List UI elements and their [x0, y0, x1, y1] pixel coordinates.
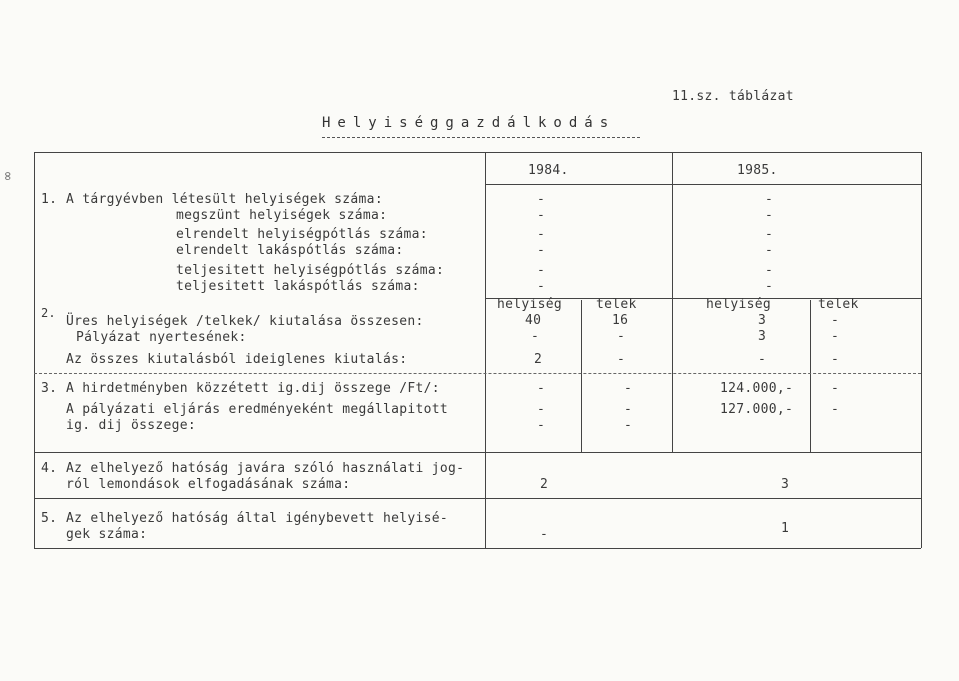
s2-r2-t1984: -: [617, 329, 626, 344]
column-divider-label: [485, 152, 486, 548]
s3-r3-h1984: -: [537, 418, 546, 433]
table-right-border: [921, 152, 922, 548]
s2-r3-h1985: -: [758, 352, 767, 367]
year-header-rule: [486, 184, 921, 185]
section4-line-2: ról lemondások elfogadásának száma:: [66, 477, 351, 492]
table-top-border: [34, 152, 921, 153]
section4-rule: [34, 498, 921, 499]
section2-line-3: Az összes kiutalásból ideiglenes kiutalás:: [66, 352, 408, 367]
s5-1984-value: -: [540, 527, 549, 542]
s4-1984-value: 2: [540, 477, 549, 492]
section2-rule: [34, 373, 921, 374]
table-bottom-border: [34, 548, 921, 549]
section1-number: 1.: [41, 192, 58, 207]
s3-r2-h1984: -: [537, 402, 546, 417]
s3-r1-t1985: -: [831, 381, 840, 396]
s3-r3-t1984: -: [624, 418, 633, 433]
section3-rule: [34, 452, 921, 453]
table-reference: 11.sz. táblázat: [672, 89, 794, 104]
title-underline: [322, 137, 640, 138]
s1-1985-value-1: -: [765, 192, 774, 207]
s2-r1-h1985: 3: [758, 313, 767, 328]
s3-r1-h1985: 124.000,-: [720, 381, 794, 396]
page-title: Helyiséggazdálkodás: [322, 115, 616, 131]
section4-line-1: Az elhelyező hatóság javára szóló használati jog-: [66, 461, 465, 476]
section2-line-2: Pályázat nyertesének:: [76, 330, 247, 345]
s2-r2-h1984: -: [531, 329, 540, 344]
s2-r3-t1984: -: [617, 352, 626, 367]
s3-r2-t1985: -: [831, 402, 840, 417]
section1-line-6: teljesitett lakáspótlás száma:: [176, 279, 420, 294]
section5-line-1: Az elhelyező hatóság által igénybevett helyisé-: [66, 511, 448, 526]
s1-1985-value-6: -: [765, 279, 774, 294]
s1-1984-value-3: -: [537, 227, 546, 242]
s2-r3-t1985: -: [831, 352, 840, 367]
s1-1985-value-2: -: [765, 208, 774, 223]
margin-mark: ∞: [0, 171, 17, 181]
section3-line-1: A hirdetményben közzétett ig.dij összege /Ft/:: [66, 381, 440, 396]
s4-1985-value: 3: [781, 477, 790, 492]
s1-1984-value-2: -: [537, 208, 546, 223]
s2-r1-t1984: 16: [612, 313, 629, 328]
col-helyiseg-1984: helyiség: [497, 297, 563, 312]
s3-r2-h1985: 127.000,-: [720, 402, 794, 417]
section3-line-3: ig. dij összege:: [66, 418, 197, 433]
section1-line-2: megszünt helyiségek száma:: [176, 208, 388, 223]
section5-line-2: gek száma:: [66, 527, 148, 542]
col-telek-1985: telek: [818, 297, 859, 312]
table-left-border: [34, 152, 35, 548]
section3-number: 3.: [41, 381, 58, 396]
s1-1985-value-5: -: [765, 263, 774, 278]
year-1985-header: 1985.: [737, 163, 778, 178]
s1-1984-value-1: -: [537, 192, 546, 207]
section2-number: 2.: [41, 306, 56, 320]
s1-1984-value-4: -: [537, 243, 546, 258]
section2-line-1: Üres helyiségek /telkek/ kiutalása összesen:: [66, 314, 424, 329]
section3-line-2: A pályázati eljárás eredményeként megállapitott: [66, 402, 448, 417]
column-divider-years: [672, 152, 673, 452]
s2-r1-t1985: -: [831, 313, 840, 328]
section5-number: 5.: [41, 511, 58, 526]
s3-r1-t1984: -: [624, 381, 633, 396]
s1-1985-value-4: -: [765, 243, 774, 258]
s2-r1-h1984: 40: [525, 313, 542, 328]
s2-r3-h1984: 2: [534, 352, 543, 367]
col-telek-1984: telek: [596, 297, 637, 312]
s3-r2-t1984: -: [624, 402, 633, 417]
s5-1985-value: 1: [781, 521, 790, 536]
s1-1984-value-5: -: [537, 263, 546, 278]
column-divider-1984-telek: [581, 300, 582, 452]
col-helyiseg-1985: helyiség: [706, 297, 772, 312]
s1-1984-value-6: -: [537, 279, 546, 294]
section4-number: 4.: [41, 461, 58, 476]
section1-line-4: elrendelt lakáspótlás száma:: [176, 243, 404, 258]
s2-r2-h1985: 3: [758, 329, 767, 344]
s2-r2-t1985: -: [831, 329, 840, 344]
s1-1985-value-3: -: [765, 227, 774, 242]
s3-r1-h1984: -: [537, 381, 546, 396]
section1-line-3: elrendelt helyiségpótlás száma:: [176, 227, 428, 242]
section1-line-5: teljesitett helyiségpótlás száma:: [176, 263, 445, 278]
column-divider-1985-telek: [810, 300, 811, 452]
section1-line-1: A tárgyévben létesült helyiségek száma:: [66, 192, 383, 207]
year-1984-header: 1984.: [528, 163, 569, 178]
